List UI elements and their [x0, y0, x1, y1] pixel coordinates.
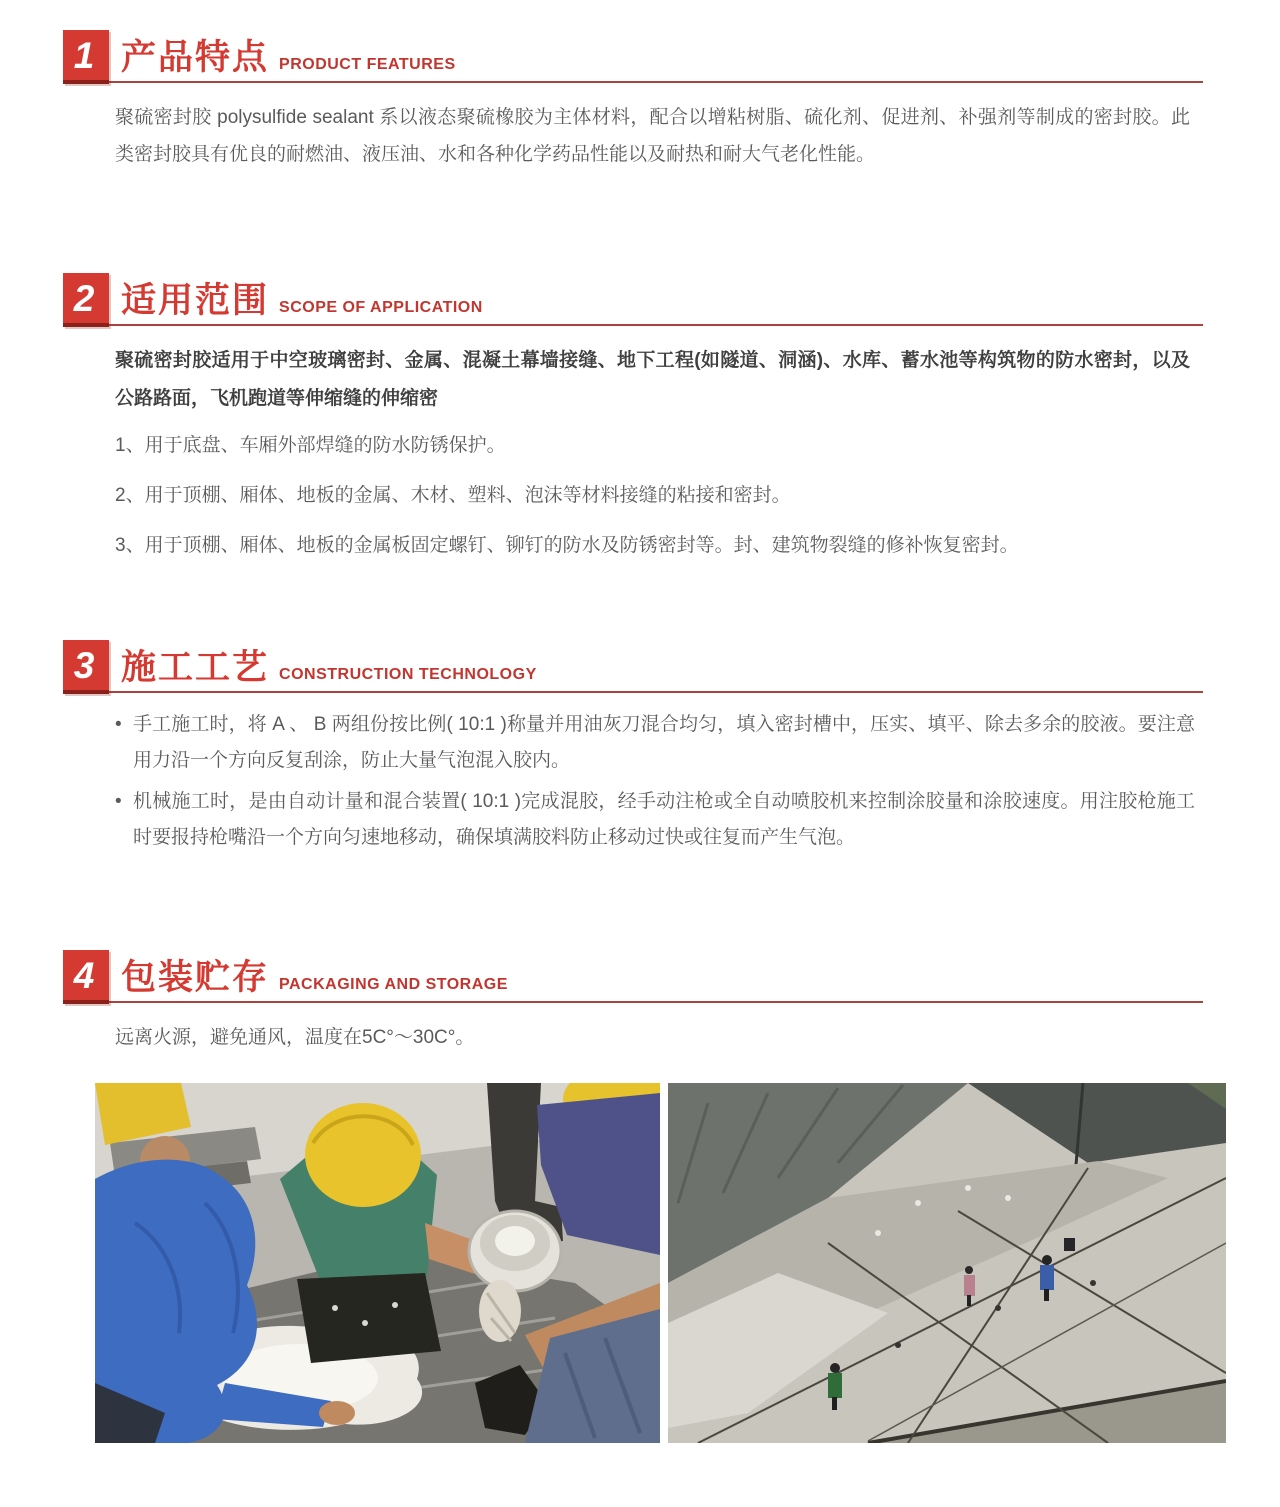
section-title-zh: 施工工艺 — [121, 648, 270, 687]
worker-figure-dark — [1064, 1238, 1075, 1251]
photo-dam-slope — [668, 1083, 1226, 1443]
bullet-item — [115, 784, 1195, 856]
section-number-badge — [63, 30, 109, 84]
section-title-zh: 包装贮存 — [121, 958, 270, 997]
section-number-badge — [63, 640, 109, 694]
list-item: 1、用于底盘、车厢外部焊缝的防水防锈保护。 — [115, 435, 506, 456]
section-titles — [121, 640, 537, 690]
section-header — [63, 276, 1203, 326]
section-header — [63, 953, 1203, 1003]
photo-sealant-mixing — [95, 1083, 660, 1443]
section-number: 3 — [73, 644, 95, 686]
section-header — [63, 643, 1203, 693]
construction-bullet-list — [115, 707, 1195, 856]
section-titles — [121, 30, 456, 80]
section-product-features — [63, 33, 1203, 173]
bullet-text: 手工施工时，将 A 、 B 两组份按比例( 10:1 )称量并用油灰刀混合均匀，填入密封槽中，压实、填平、除去多余的胶液。要注意用力沿一个方向反复刮涂，防止大量气泡混入胶内。 — [133, 714, 1195, 771]
section-title-en: SCOPE OF APPLICATION — [279, 299, 483, 316]
bullet-item — [115, 707, 1195, 779]
section-header — [63, 33, 1203, 83]
section-titles — [121, 950, 508, 1000]
section-scope-of-application — [63, 276, 1203, 580]
application-list — [115, 430, 1193, 561]
section-title-zh: 适用范围 — [121, 281, 270, 320]
list-item: 2、用于顶棚、厢体、地板的金属、木材、塑料、泡沫等材料接缝的粘接和密封。 — [115, 485, 791, 506]
section-title-en: PRODUCT FEATURES — [279, 56, 456, 73]
section-title-zh: 产品特点 — [121, 38, 270, 77]
section-number: 1 — [73, 34, 95, 76]
section-number-badge — [63, 950, 109, 1004]
photo-row — [95, 1083, 1226, 1443]
body-paragraph: 聚硫密封胶 polysulfide sealant 系以液态聚硫橡胶为主体材料，配合以增粘树脂、硫化剂、促进剂、补强剂等制成的密封胶。此类密封胶具有优良的耐燃油、液压油、水和各种化学药品性能以及耐热和耐大气老化性能。 — [115, 107, 1190, 165]
section-number: 2 — [73, 277, 95, 319]
section-titles — [121, 273, 483, 323]
section-packaging-and-storage — [63, 953, 1203, 1056]
body-paragraph: 远离火源，避免通风，温度在5C°～30C°。 — [115, 1027, 475, 1048]
section-number: 4 — [73, 954, 95, 996]
bullet-text: 机械施工时，是由自动计量和混合装置( 10:1 )完成混胶，经手动注枪或全自动喷胶机来控制涂胶量和涂胶速度。用注胶枪施工时要报持枪嘴沿一个方向匀速地移动，确保填满胶料防止移动过快或往复而产生气泡。 — [133, 791, 1195, 848]
section-title-en: CONSTRUCTION TECHNOLOGY — [279, 666, 537, 683]
section-construction-technology — [63, 643, 1203, 856]
bullet-marker: • — [115, 714, 122, 735]
section-number-badge — [63, 273, 109, 327]
list-item: 3、用于顶棚、厢体、地板的金属板固定螺钉、铆钉的防水及防锈密封等。封、建筑物裂缝的修补恢复密封。 — [115, 535, 1019, 556]
bullet-marker: • — [115, 791, 122, 812]
lead-paragraph: 聚硫密封胶适用于中空玻璃密封、金属、混凝土幕墙接缝、地下工程(如隧道、洞涵)、水库、蓄水池等构筑物的防水密封，以及公路路面，飞机跑道等伸缩缝的伸缩密 — [115, 350, 1190, 409]
section-title-en: PACKAGING AND STORAGE — [279, 976, 508, 993]
